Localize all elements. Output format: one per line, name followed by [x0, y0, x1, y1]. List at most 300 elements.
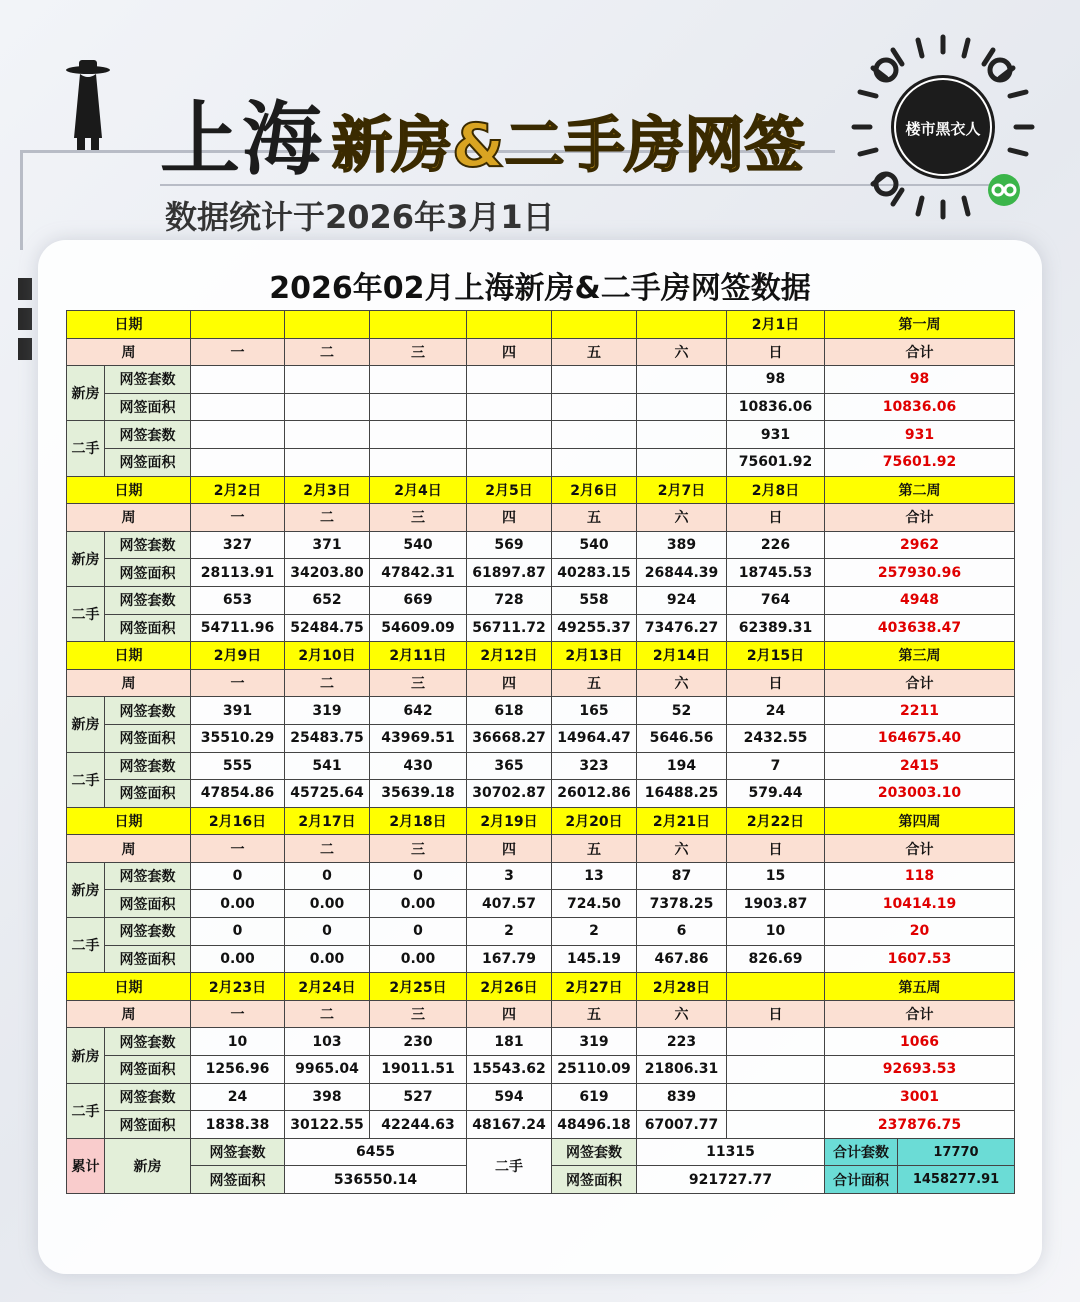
value-cell: 54609.09 [370, 614, 467, 642]
table-row [67, 448, 1015, 476]
table-title: 2026年02月上海新房&二手房网签数据 [269, 271, 811, 306]
value-cell: 826.69 [727, 945, 825, 973]
weekday-row [67, 504, 1015, 532]
value-cell: 43969.51 [370, 724, 467, 752]
date-cell: 2月8日 [727, 476, 825, 504]
week-total-cell: 931 [825, 421, 1015, 449]
metric-label: 网签面积 [105, 448, 191, 476]
value-cell: 728 [467, 586, 552, 614]
metric-label: 网签面积 [191, 1166, 285, 1194]
metric-label: 网签套数 [552, 1138, 637, 1166]
weekday-row [67, 835, 1015, 863]
date-label: 日期 [67, 311, 191, 339]
week-total-cell: 118 [825, 862, 1015, 890]
weekday-cell: 六 [637, 504, 727, 532]
value-cell: 365 [467, 752, 552, 780]
weekday-cell: 三 [370, 1000, 467, 1028]
title-sub: 新房&二手房网签 [332, 111, 805, 181]
week-name: 第五周 [825, 973, 1015, 1001]
value-cell: 0 [191, 918, 285, 946]
weekday-cell: 一 [191, 835, 285, 863]
weekday-cell: 四 [467, 835, 552, 863]
value-cell: 28113.91 [191, 559, 285, 587]
weekday-cell: 六 [637, 1000, 727, 1028]
table-row [67, 559, 1015, 587]
value-cell: 764 [727, 586, 825, 614]
date-cell [727, 973, 825, 1001]
value-cell: 54711.96 [191, 614, 285, 642]
value-cell: 724.50 [552, 890, 637, 918]
date-cell: 2月2日 [191, 476, 285, 504]
value-cell: 13 [552, 862, 637, 890]
value-cell: 7 [727, 752, 825, 780]
date-cell [467, 311, 552, 339]
value-cell: 10 [191, 1028, 285, 1056]
category-cell: 二手 [67, 586, 105, 641]
date-row [67, 311, 1015, 339]
value-cell [637, 366, 727, 394]
value-cell [467, 448, 552, 476]
date-cell: 2月5日 [467, 476, 552, 504]
date-row [67, 807, 1015, 835]
table-row [67, 862, 1015, 890]
value-cell: 98 [727, 366, 825, 394]
value-cell: 594 [467, 1083, 552, 1111]
metric-label: 网签套数 [105, 918, 191, 946]
category-cell: 二手 [67, 752, 105, 807]
date-cell: 2月20日 [552, 807, 637, 835]
weekday-cell: 四 [467, 669, 552, 697]
value-cell [191, 393, 285, 421]
value-cell: 1903.87 [727, 890, 825, 918]
value-cell: 407.57 [467, 890, 552, 918]
value-cell: 642 [370, 697, 467, 725]
metric-label: 网签面积 [105, 890, 191, 918]
week-total-cell: 10836.06 [825, 393, 1015, 421]
weekday-cell: 二 [285, 669, 370, 697]
value-cell: 541 [285, 752, 370, 780]
date-cell [191, 311, 285, 339]
value-cell: 0.00 [370, 945, 467, 973]
weekday-cell: 三 [370, 835, 467, 863]
value-cell: 9965.04 [285, 1056, 370, 1084]
value-cell: 319 [285, 697, 370, 725]
metric-label: 网签面积 [105, 1056, 191, 1084]
value-cell: 56711.72 [467, 614, 552, 642]
date-row [67, 476, 1015, 504]
value-cell: 0.00 [191, 945, 285, 973]
value-cell: 1838.38 [191, 1111, 285, 1139]
value-cell: 34203.80 [285, 559, 370, 587]
value-cell [727, 1083, 825, 1111]
value-cell: 389 [637, 531, 727, 559]
value-cell: 430 [370, 752, 467, 780]
weekday-row [67, 1000, 1015, 1028]
cumulative-new-units: 6455 [285, 1138, 467, 1166]
value-cell: 323 [552, 752, 637, 780]
weekday-cell: 六 [637, 835, 727, 863]
value-cell: 40283.15 [552, 559, 637, 587]
week-total-cell: 403638.47 [825, 614, 1015, 642]
value-cell: 181 [467, 1028, 552, 1056]
value-cell [467, 421, 552, 449]
value-cell: 6 [637, 918, 727, 946]
week-total-cell: 75601.92 [825, 448, 1015, 476]
value-cell [370, 393, 467, 421]
value-cell: 45725.64 [285, 780, 370, 808]
value-cell: 52 [637, 697, 727, 725]
week-total-cell: 4948 [825, 586, 1015, 614]
value-cell [467, 366, 552, 394]
weekday-cell: 日 [727, 669, 825, 697]
weekday-cell: 六 [637, 669, 727, 697]
value-cell: 14964.47 [552, 724, 637, 752]
category-cell: 新房 [67, 531, 105, 586]
value-cell [552, 366, 637, 394]
value-cell: 61897.87 [467, 559, 552, 587]
value-cell: 555 [191, 752, 285, 780]
cumulative-label: 累计 [67, 1138, 105, 1193]
table-row [67, 393, 1015, 421]
value-cell: 10 [727, 918, 825, 946]
value-cell: 25110.09 [552, 1056, 637, 1084]
value-cell: 3 [467, 862, 552, 890]
category-cell: 二手 [67, 1083, 105, 1138]
value-cell [637, 448, 727, 476]
weekday-cell: 五 [552, 338, 637, 366]
value-cell: 579.44 [727, 780, 825, 808]
date-cell: 2月3日 [285, 476, 370, 504]
weekday-row [67, 338, 1015, 366]
value-cell: 62389.31 [727, 614, 825, 642]
value-cell: 25483.75 [285, 724, 370, 752]
grand-total-area-label: 合计面积 [825, 1166, 898, 1193]
date-cell: 2月21日 [637, 807, 727, 835]
detective-figure-icon [58, 58, 118, 153]
table-row [67, 1056, 1015, 1084]
metric-label: 网签面积 [105, 393, 191, 421]
weekday-cell: 四 [467, 504, 552, 532]
week-total-cell: 2415 [825, 752, 1015, 780]
total-label: 合计 [825, 338, 1015, 366]
date-cell: 2月23日 [191, 973, 285, 1001]
weekday-cell: 日 [727, 338, 825, 366]
value-cell: 87 [637, 862, 727, 890]
metric-label: 网签套数 [105, 752, 191, 780]
grand-total-cell [825, 1138, 1015, 1166]
table-row [67, 752, 1015, 780]
week-total-cell: 92693.53 [825, 1056, 1015, 1084]
date-cell: 2月15日 [727, 642, 825, 670]
value-cell: 75601.92 [727, 448, 825, 476]
value-cell: 931 [727, 421, 825, 449]
cumulative-new-label: 新房 [105, 1138, 191, 1193]
value-cell: 2 [552, 918, 637, 946]
week-total-cell: 20 [825, 918, 1015, 946]
week-name: 第二周 [825, 476, 1015, 504]
metric-label: 网签面积 [105, 945, 191, 973]
table-row [67, 918, 1015, 946]
weekday-cell: 日 [727, 835, 825, 863]
metric-label: 网签面积 [105, 1111, 191, 1139]
weekday-cell: 一 [191, 338, 285, 366]
value-cell [637, 393, 727, 421]
value-cell: 7378.25 [637, 890, 727, 918]
frame-line-left [20, 150, 23, 250]
value-cell: 145.19 [552, 945, 637, 973]
date-cell: 2月24日 [285, 973, 370, 1001]
value-cell: 0.00 [285, 890, 370, 918]
date-cell: 2月14日 [637, 642, 727, 670]
value-cell: 319 [552, 1028, 637, 1056]
value-cell: 540 [370, 531, 467, 559]
value-cell [552, 448, 637, 476]
cumulative-new-area: 536550.14 [285, 1166, 467, 1194]
date-cell: 2月18日 [370, 807, 467, 835]
date-cell: 2月28日 [637, 973, 727, 1001]
table-row [67, 614, 1015, 642]
total-area-value: 1458277.91 [912, 1172, 1000, 1188]
value-cell: 0.00 [191, 890, 285, 918]
table-row [67, 724, 1015, 752]
week-label: 周 [67, 835, 191, 863]
value-cell: 24 [191, 1083, 285, 1111]
table-row [67, 421, 1015, 449]
date-cell [552, 311, 637, 339]
value-cell: 371 [285, 531, 370, 559]
week-name: 第四周 [825, 807, 1015, 835]
value-cell: 0.00 [285, 945, 370, 973]
week-name: 第一周 [825, 311, 1015, 339]
weekday-cell: 四 [467, 338, 552, 366]
value-cell: 0.00 [370, 890, 467, 918]
value-cell: 24 [727, 697, 825, 725]
date-label: 日期 [67, 476, 191, 504]
value-cell: 619 [552, 1083, 637, 1111]
table-row [67, 1083, 1015, 1111]
value-cell: 16488.25 [637, 780, 727, 808]
value-cell [552, 421, 637, 449]
week-total-cell: 257930.96 [825, 559, 1015, 587]
side-decoration [18, 278, 32, 368]
date-cell: 2月12日 [467, 642, 552, 670]
value-cell: 26844.39 [637, 559, 727, 587]
value-cell: 0 [370, 918, 467, 946]
value-cell: 618 [467, 697, 552, 725]
metric-label: 网签套数 [105, 421, 191, 449]
value-cell [285, 393, 370, 421]
category-cell: 新房 [67, 366, 105, 421]
weekday-cell: 日 [727, 504, 825, 532]
grand-total-cell [825, 1166, 1015, 1194]
value-cell: 165 [552, 697, 637, 725]
metric-label: 网签套数 [105, 862, 191, 890]
metric-label: 网签面积 [105, 614, 191, 642]
date-row [67, 973, 1015, 1001]
stat-date: 数据统计于2026年3月1日 [165, 198, 555, 236]
value-cell: 669 [370, 586, 467, 614]
value-cell: 103 [285, 1028, 370, 1056]
value-cell: 5646.56 [637, 724, 727, 752]
date-cell: 2月22日 [727, 807, 825, 835]
metric-label: 网签套数 [105, 1028, 191, 1056]
title-main: 上海 [160, 93, 324, 186]
value-cell [370, 448, 467, 476]
value-cell: 391 [191, 697, 285, 725]
value-cell [191, 366, 285, 394]
date-cell: 2月25日 [370, 973, 467, 1001]
value-cell [370, 421, 467, 449]
week-total-cell: 2211 [825, 697, 1015, 725]
date-label: 日期 [67, 642, 191, 670]
weekday-cell: 日 [727, 1000, 825, 1028]
metric-label: 网签套数 [191, 1138, 285, 1166]
value-cell: 36668.27 [467, 724, 552, 752]
table-row [67, 945, 1015, 973]
metric-label: 网签套数 [105, 531, 191, 559]
date-cell: 2月11日 [370, 642, 467, 670]
value-cell: 226 [727, 531, 825, 559]
week-total-cell: 164675.40 [825, 724, 1015, 752]
weekday-cell: 四 [467, 1000, 552, 1028]
weekday-cell: 一 [191, 669, 285, 697]
date-cell: 2月17日 [285, 807, 370, 835]
week-name: 第三周 [825, 642, 1015, 670]
grand-total-units-label: 合计套数 [825, 1139, 898, 1166]
value-cell: 467.86 [637, 945, 727, 973]
cumulative-sh-units: 11315 [637, 1138, 825, 1166]
metric-label: 网签面积 [552, 1166, 637, 1194]
table-row [67, 366, 1015, 394]
date-cell [637, 311, 727, 339]
weekday-cell: 二 [285, 835, 370, 863]
value-cell: 18745.53 [727, 559, 825, 587]
metric-label: 网签套数 [105, 366, 191, 394]
value-cell: 19011.51 [370, 1056, 467, 1084]
category-cell: 新房 [67, 697, 105, 752]
week-total-cell: 237876.75 [825, 1111, 1015, 1139]
date-cell: 2月26日 [467, 973, 552, 1001]
weekday-cell: 五 [552, 504, 637, 532]
table-row [67, 697, 1015, 725]
table-row [67, 780, 1015, 808]
metric-label: 网签套数 [105, 1083, 191, 1111]
value-cell: 194 [637, 752, 727, 780]
value-cell [727, 1056, 825, 1084]
week-total-cell: 2962 [825, 531, 1015, 559]
date-cell [285, 311, 370, 339]
weekday-cell: 一 [191, 1000, 285, 1028]
table-row [67, 586, 1015, 614]
date-cell: 2月10日 [285, 642, 370, 670]
total-label: 合计 [825, 669, 1015, 697]
value-cell: 839 [637, 1083, 727, 1111]
metric-label: 网签面积 [105, 559, 191, 587]
value-cell: 47854.86 [191, 780, 285, 808]
value-cell [637, 421, 727, 449]
value-cell: 527 [370, 1083, 467, 1111]
category-cell: 二手 [67, 918, 105, 973]
value-cell: 21806.31 [637, 1056, 727, 1084]
value-cell: 15543.62 [467, 1056, 552, 1084]
value-cell: 0 [285, 918, 370, 946]
value-cell [727, 1111, 825, 1139]
date-cell: 2月27日 [552, 973, 637, 1001]
weekday-cell: 三 [370, 504, 467, 532]
value-cell: 48167.24 [467, 1111, 552, 1139]
date-cell: 2月6日 [552, 476, 637, 504]
week-label: 周 [67, 504, 191, 532]
value-cell: 2 [467, 918, 552, 946]
total-units-value: 17770 [933, 1144, 979, 1160]
value-cell [285, 448, 370, 476]
value-cell: 167.79 [467, 945, 552, 973]
date-cell: 2月16日 [191, 807, 285, 835]
page-title [160, 70, 805, 186]
table-row [67, 531, 1015, 559]
date-cell: 2月7日 [637, 476, 727, 504]
metric-label: 网签套数 [105, 697, 191, 725]
cumulative-sh-area: 921727.77 [637, 1166, 825, 1194]
value-cell: 67007.77 [637, 1111, 727, 1139]
value-cell: 398 [285, 1083, 370, 1111]
qr-label: 楼市黑衣人 [905, 120, 981, 138]
week-total-cell: 1066 [825, 1028, 1015, 1056]
table-row [67, 1028, 1015, 1056]
table-row [67, 890, 1015, 918]
date-cell: 2月1日 [727, 311, 825, 339]
weekday-cell: 五 [552, 1000, 637, 1028]
value-cell: 230 [370, 1028, 467, 1056]
value-cell: 49255.37 [552, 614, 637, 642]
value-cell [727, 1028, 825, 1056]
date-cell: 2月9日 [191, 642, 285, 670]
value-cell: 26012.86 [552, 780, 637, 808]
total-label: 合计 [825, 835, 1015, 863]
mini-program-code-icon[interactable] [848, 32, 1038, 222]
value-cell: 52484.75 [285, 614, 370, 642]
value-cell: 15 [727, 862, 825, 890]
value-cell: 73476.27 [637, 614, 727, 642]
category-cell: 新房 [67, 1028, 105, 1083]
value-cell [285, 421, 370, 449]
date-cell: 2月13日 [552, 642, 637, 670]
week-total-cell: 203003.10 [825, 780, 1015, 808]
value-cell: 540 [552, 531, 637, 559]
value-cell: 10836.06 [727, 393, 825, 421]
weekday-cell: 一 [191, 504, 285, 532]
value-cell [552, 393, 637, 421]
metric-label: 网签套数 [105, 586, 191, 614]
value-cell: 569 [467, 531, 552, 559]
weekday-cell: 二 [285, 1000, 370, 1028]
value-cell: 1256.96 [191, 1056, 285, 1084]
value-cell: 35510.29 [191, 724, 285, 752]
value-cell [191, 448, 285, 476]
weekday-cell: 五 [552, 669, 637, 697]
total-label: 合计 [825, 504, 1015, 532]
week-label: 周 [67, 669, 191, 697]
week-label: 周 [67, 1000, 191, 1028]
value-cell: 48496.18 [552, 1111, 637, 1139]
value-cell [467, 393, 552, 421]
cumulative-sh-label: 二手 [467, 1138, 552, 1193]
value-cell: 0 [191, 862, 285, 890]
date-label: 日期 [67, 973, 191, 1001]
value-cell: 2432.55 [727, 724, 825, 752]
value-cell [370, 366, 467, 394]
week-label: 周 [67, 338, 191, 366]
